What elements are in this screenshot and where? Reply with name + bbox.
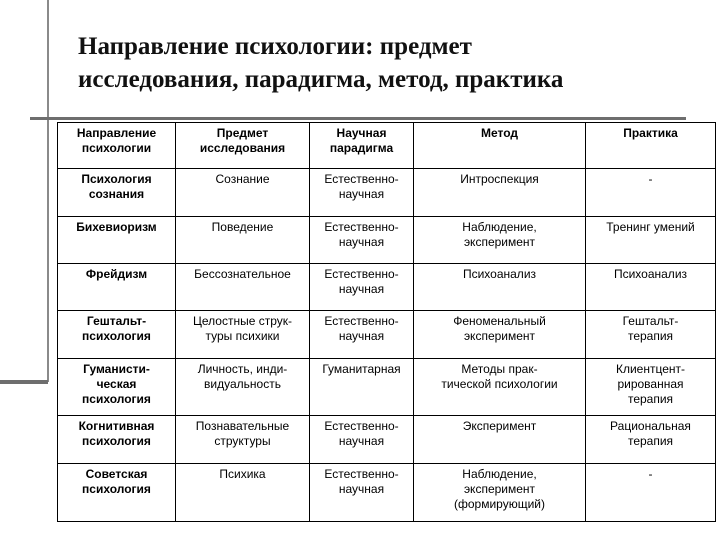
cell-line: Естественно- bbox=[324, 267, 399, 281]
cell-line: терапия bbox=[627, 329, 674, 343]
column-header bbox=[586, 123, 716, 169]
cell-line: тической психологии bbox=[441, 377, 558, 391]
table-cell bbox=[176, 311, 310, 359]
cell-line: Познавательные bbox=[195, 419, 290, 433]
cell-line: Эксперимент bbox=[462, 419, 537, 433]
left-decor-bar-foot bbox=[0, 380, 48, 384]
cell-line: Естественно- bbox=[324, 419, 399, 433]
table-cell bbox=[310, 217, 414, 264]
cell-line: Психика bbox=[219, 467, 266, 481]
cell-line: научная bbox=[338, 187, 385, 201]
cell-line: Феноменальный bbox=[453, 314, 546, 328]
cell-line: терапия bbox=[627, 434, 674, 448]
cell-line: видуальность bbox=[204, 377, 281, 391]
cell-line: Гештальт- bbox=[622, 314, 679, 328]
table-row bbox=[58, 217, 716, 264]
cell-line: Личность, инди- bbox=[197, 362, 288, 376]
cell-line: Предмет bbox=[216, 126, 269, 140]
table-cell bbox=[310, 311, 414, 359]
cell-line: Гештальт- bbox=[86, 314, 147, 328]
table-cell bbox=[414, 217, 586, 264]
cell-line: Бихевиоризм bbox=[76, 220, 157, 234]
column-header bbox=[58, 123, 176, 169]
cell-line: Естественно- bbox=[324, 467, 399, 481]
table-cell bbox=[414, 359, 586, 416]
table-cell bbox=[310, 264, 414, 311]
cell-line: туры психики bbox=[205, 329, 280, 343]
column-header bbox=[414, 123, 586, 169]
cell-line: Естественно- bbox=[324, 172, 399, 186]
slide-title-line-2: исследования, парадигма, метод, практика bbox=[78, 66, 564, 93]
cell-line: сознания bbox=[88, 187, 145, 201]
cell-line: Целостные струк- bbox=[193, 314, 292, 328]
cell-line: научная bbox=[338, 434, 385, 448]
table-cell bbox=[176, 359, 310, 416]
cell-line: Клиентцент- bbox=[615, 362, 686, 376]
cell-line: Метод bbox=[480, 126, 519, 140]
cell-line: Фрейдизм bbox=[85, 267, 148, 281]
table-cell bbox=[310, 359, 414, 416]
table-cell bbox=[176, 169, 310, 217]
cell-line: Когнитивная bbox=[78, 419, 155, 433]
cell-line: эксперимент bbox=[463, 235, 536, 249]
title-divider bbox=[30, 117, 686, 120]
direction-cell bbox=[58, 311, 176, 359]
table-cell bbox=[414, 311, 586, 359]
table-cell bbox=[176, 416, 310, 464]
table-cell bbox=[414, 169, 586, 217]
table-cell bbox=[176, 217, 310, 264]
slide-title bbox=[78, 30, 698, 96]
cell-line: Гуманитарная bbox=[322, 362, 401, 376]
direction-cell bbox=[58, 416, 176, 464]
cell-line: Бессознательное bbox=[194, 267, 291, 281]
cell-line: ческая bbox=[96, 377, 137, 391]
cell-line: (формирующий) bbox=[454, 497, 545, 511]
cell-line: психология bbox=[82, 482, 151, 496]
table-cell bbox=[310, 169, 414, 217]
cell-line: парадигма bbox=[329, 141, 394, 155]
cell-line: эксперимент bbox=[463, 329, 536, 343]
cell-line: Наблюдение, bbox=[462, 467, 537, 481]
left-decor-bar bbox=[0, 0, 49, 382]
table-cell bbox=[586, 464, 716, 522]
direction-cell bbox=[58, 169, 176, 217]
table-cell bbox=[310, 416, 414, 464]
cell-line: Интроспекция bbox=[460, 172, 539, 186]
table-row bbox=[58, 416, 716, 464]
table-cell bbox=[586, 416, 716, 464]
cell-line: Естественно- bbox=[324, 314, 399, 328]
cell-line: - bbox=[648, 467, 653, 481]
table-cell bbox=[586, 169, 716, 217]
cell-line: научная bbox=[338, 482, 385, 496]
direction-cell bbox=[58, 464, 176, 522]
table-cell bbox=[176, 264, 310, 311]
table-cell bbox=[414, 416, 586, 464]
table-cell bbox=[176, 464, 310, 522]
cell-line: психология bbox=[82, 392, 151, 406]
direction-cell bbox=[58, 264, 176, 311]
table-cell bbox=[586, 264, 716, 311]
cell-line: Гуманисти- bbox=[83, 362, 150, 376]
cell-line: Естественно- bbox=[324, 220, 399, 234]
cell-line: Практика bbox=[623, 126, 678, 140]
direction-cell bbox=[58, 359, 176, 416]
column-header bbox=[176, 123, 310, 169]
cell-line: структуры bbox=[214, 434, 271, 448]
table-body bbox=[58, 169, 716, 522]
cell-line: Научная bbox=[336, 126, 387, 140]
table-cell bbox=[414, 464, 586, 522]
cell-line: Психология bbox=[81, 172, 152, 186]
table-row bbox=[58, 311, 716, 359]
cell-line: психологии bbox=[81, 141, 152, 155]
cell-line: Методы прак- bbox=[461, 362, 538, 376]
cell-line: рированная bbox=[617, 377, 684, 391]
cell-line: Психоанализ bbox=[613, 267, 688, 281]
cell-line: Тренинг умений bbox=[606, 220, 695, 234]
cell-line: Рациональная bbox=[610, 419, 691, 433]
table-row bbox=[58, 464, 716, 522]
table-header-row bbox=[58, 123, 716, 169]
table-row bbox=[58, 264, 716, 311]
cell-line: научная bbox=[338, 329, 385, 343]
table-cell bbox=[414, 264, 586, 311]
table-cell bbox=[586, 359, 716, 416]
cell-line: научная bbox=[338, 282, 385, 296]
cell-line: Сознание bbox=[215, 172, 270, 186]
cell-line: исследования bbox=[199, 141, 286, 155]
cell-line: Направление bbox=[76, 126, 157, 140]
table-row bbox=[58, 169, 716, 217]
table-row bbox=[58, 359, 716, 416]
cell-line: Поведение bbox=[211, 220, 274, 234]
psychology-directions-table bbox=[57, 122, 716, 522]
table-cell bbox=[586, 311, 716, 359]
cell-line: - bbox=[648, 172, 653, 186]
slide-title-line-1: Направление психологии: предмет bbox=[78, 33, 472, 60]
cell-line: Психоанализ bbox=[462, 267, 537, 281]
direction-cell bbox=[58, 217, 176, 264]
table-cell bbox=[310, 464, 414, 522]
cell-line: Наблюдение, bbox=[462, 220, 537, 234]
cell-line: психология bbox=[82, 434, 151, 448]
cell-line: Советская bbox=[85, 467, 148, 481]
cell-line: научная bbox=[338, 235, 385, 249]
cell-line: эксперимент bbox=[463, 482, 536, 496]
column-header bbox=[310, 123, 414, 169]
cell-line: психология bbox=[82, 329, 151, 343]
table-cell bbox=[586, 217, 716, 264]
cell-line: терапия bbox=[627, 392, 674, 406]
